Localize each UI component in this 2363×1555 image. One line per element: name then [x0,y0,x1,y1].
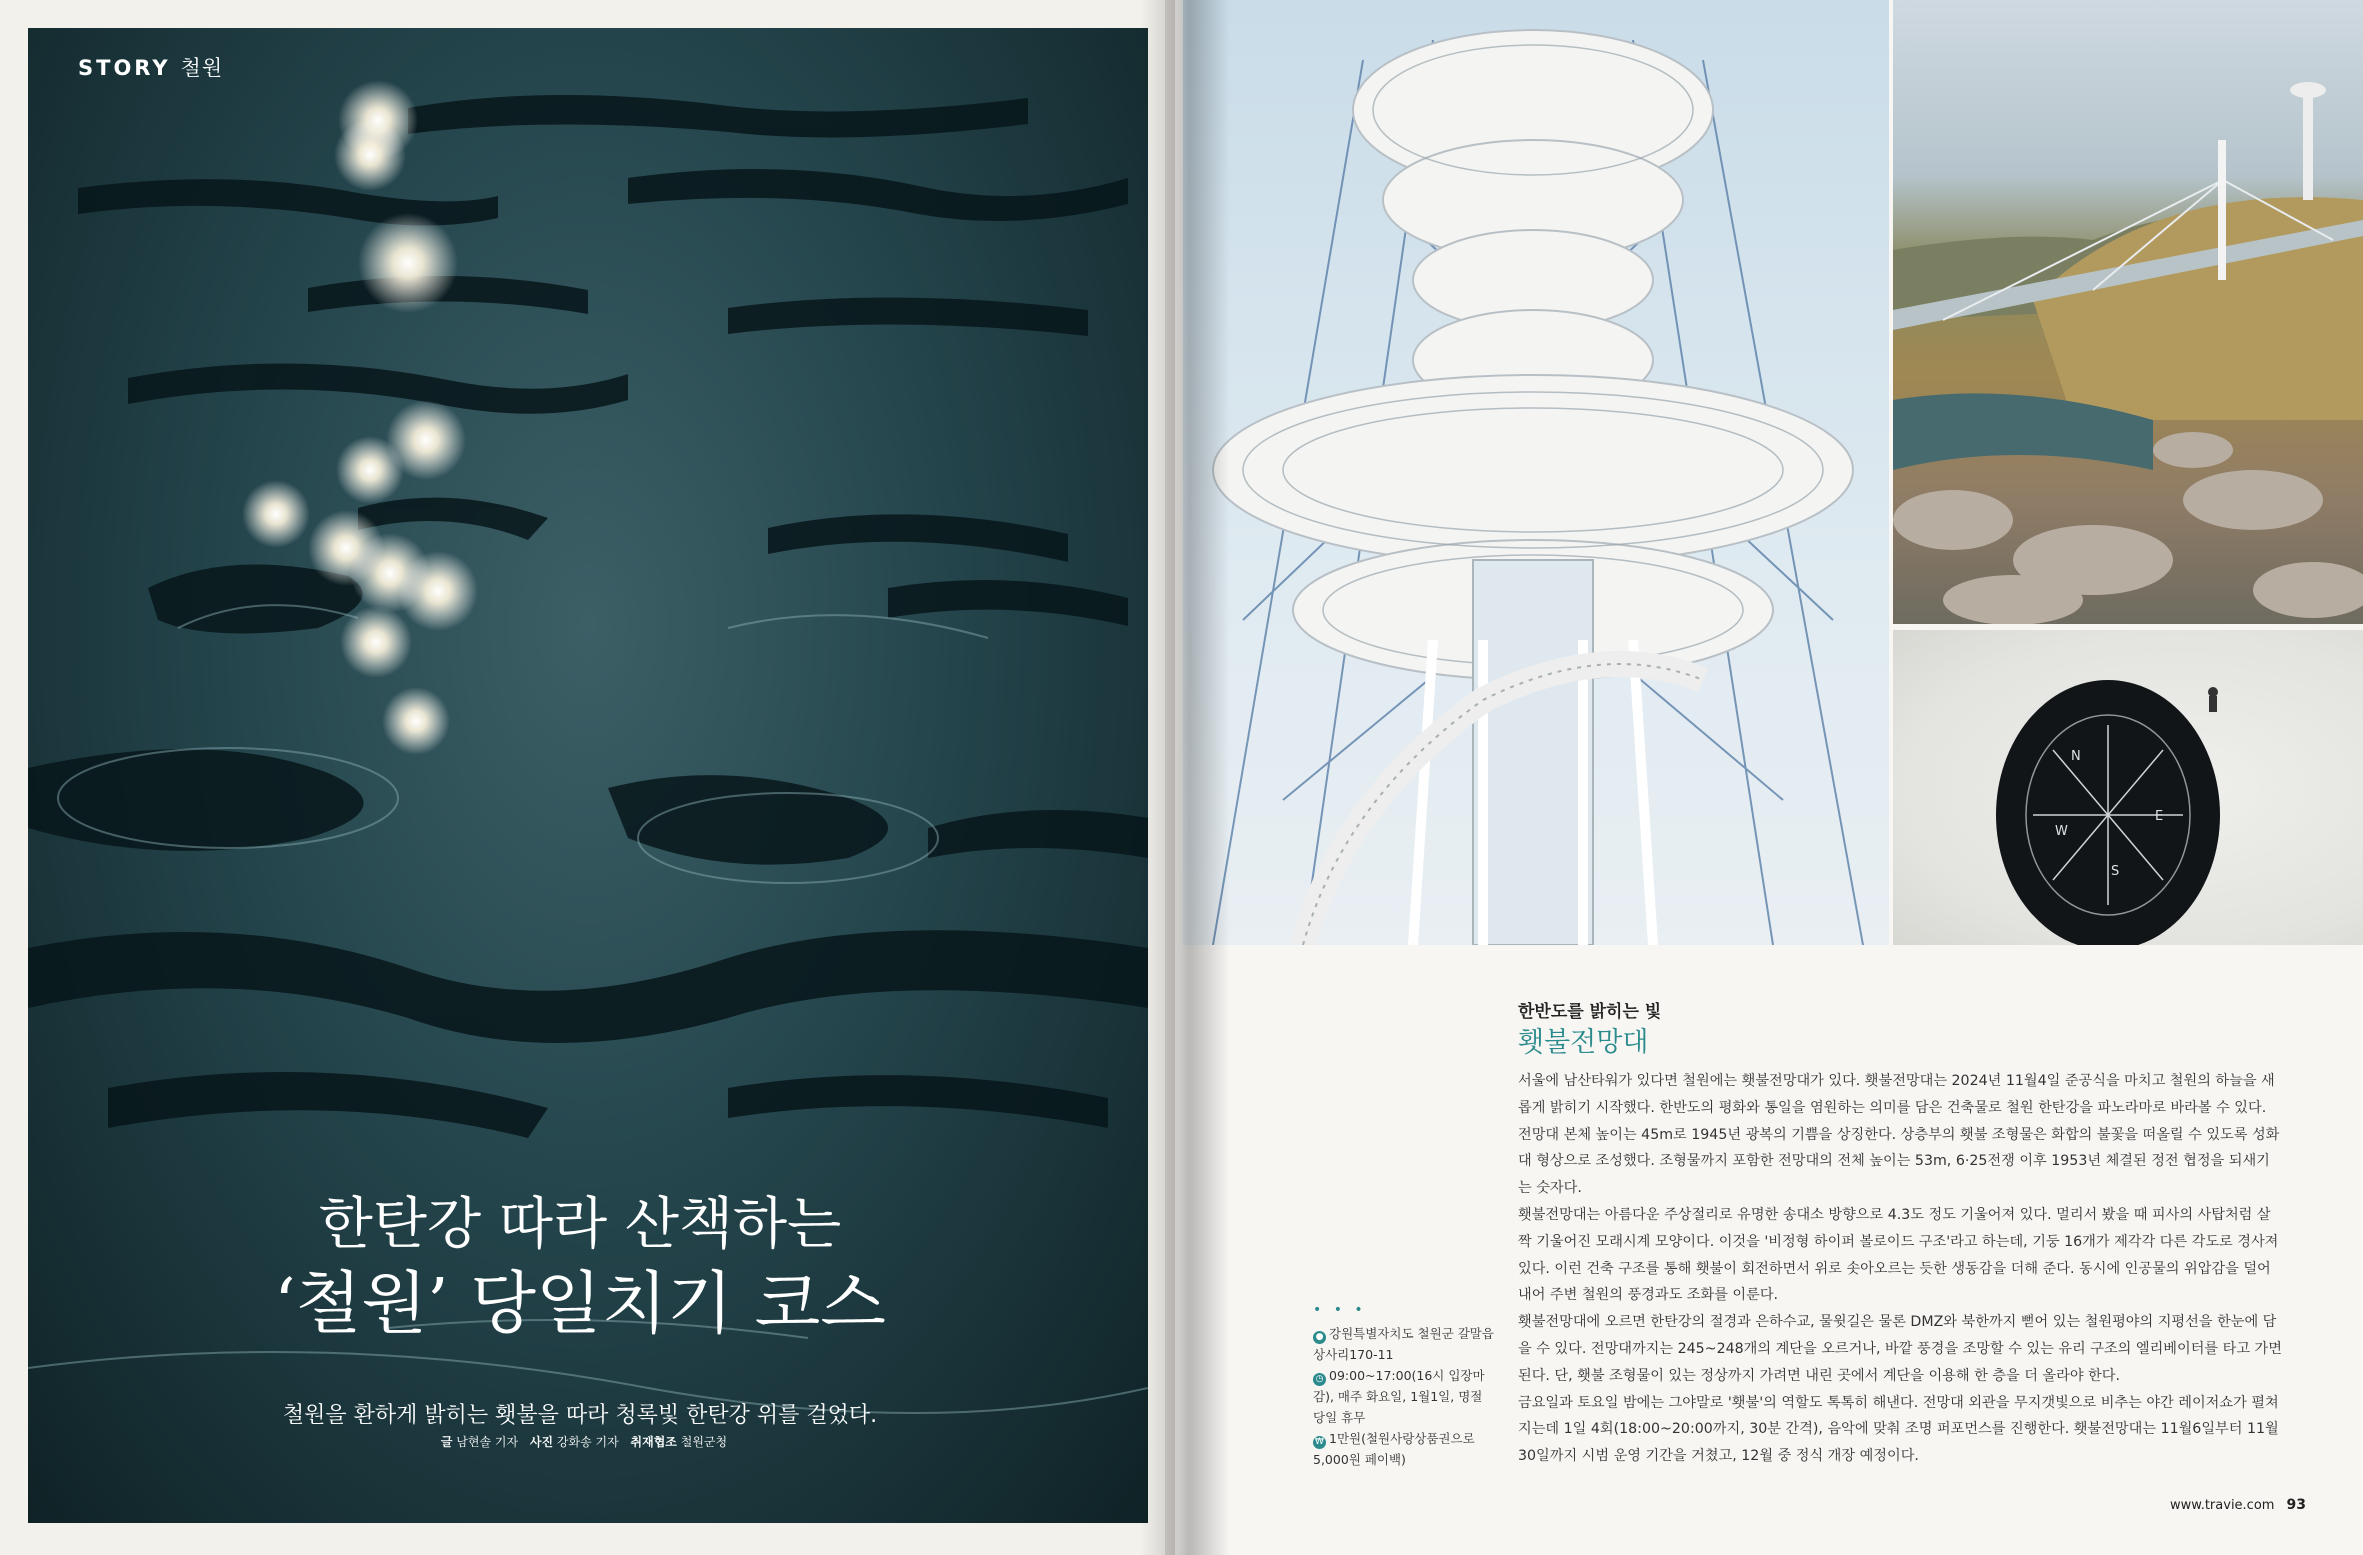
svg-text:E: E [2155,809,2164,824]
address-text: 강원특별자치도 철원군 갈말읍 상사리170-11 [1313,1326,1494,1362]
article-subtitle: 철원을 환하게 밝히는 횃불을 따라 청록빛 한탄강 위를 걸었다. [282,1403,878,1428]
info-fee [1313,1428,1495,1470]
page-number: 93 [2286,1497,2306,1513]
visitor-info-box [1313,1303,1495,1470]
headline-line-2: ‘철원’ 당일치기 코스 [274,1265,886,1344]
section-label: 한반도를 밝히는 빛 [1518,1002,1662,1022]
info-hours [1313,1365,1495,1428]
won-icon: ₩ [1313,1436,1326,1449]
photographer-name: 강화송 기자 [556,1435,619,1449]
body-paragraph: 금요일과 토요일 밤에는 그야말로 '횃불'의 역할도 톡톡히 해낸다. 전망대 외관을 무지갯빛으로 비추는 야간 레이저쇼가 펼쳐지는데 1일 4회(18:00~20:00까지, 30분 간격), 음악에 맞춰 조명 퍼포먼스를 진행한다. 횃불전망대는 11월6일부터 11월30일까지 시범 운영 기간을 거쳤고, 12월 중 정식 개장 예정이다. [1518,1394,2279,1465]
photo-label: 사진 [529,1435,554,1449]
page-gutter-shadow [1140,0,1230,1555]
suspension-bridge-photo [1893,0,2363,624]
section-title: 횃불전망대 [1518,1027,1649,1058]
svg-text:N: N [2071,749,2081,764]
body-paragraph: 횃불전망대에 오르면 한탄강의 절경과 은하수교, 물윗길은 물론 DMZ와 북한까지 뻗어 있는 철원평야의 지평선을 한눈에 담을 수 있다. 전망대까지는 245~248개의 계단을 오르거나, 바깥 풍경을 조망할 수 있는 유리 구조의 엘리베이터를 타고 가면 된다. 단, 횃불 조형물이 있는 정상까지 가려면 내린 곳에서 계단을 이용해 한 층을 더 올라야 한다. [1518,1314,2282,1384]
body-paragraph: 서울에 남산타워가 있다면 철원에는 횃불전망대가 있다. 횃불전망대는 2024년 11월4일 준공식을 마치고 철원의 하늘을 새롭게 밝히기 시작했다. 한반도의 평화와 통일을 염원하는 의미를 담은 건축물로 철원 한탄강을 파노라마로 바라볼 수 있다. 전망대 본체 높이는 45m로 1945년 광복의 기쁨을 상징한다. 상층부의 횃불 조형물은 화합의 불꽃을 떠올릴 수 있도록 성화대 형상으로 조성했다. 조형물까지 포함한 전망대의 전체 높이는 53m, 6·25전쟁 이후 1953년 체결된 정전 협정을 되새기는 숫자다. [1518,1073,2280,1197]
info-dots: • • • [1313,1302,1367,1318]
torch-observatory-photo [1183,0,1889,945]
bridge-landscape-illustration [1893,0,2363,624]
compass-illustration [1893,630,2363,945]
story-region: 철원 [180,56,224,80]
fee-text: 1만원(철원사랑상품권으로 5,000원 페이백) [1313,1431,1475,1467]
svg-text:S: S [2111,864,2120,879]
hours-text: 09:00~17:00(16시 입장마감), 매주 화요일, 1월1일, 명절 당일 휴무 [1313,1368,1485,1425]
magazine-url: www.travie.com [2170,1498,2275,1513]
coop-label: 취재협조 [630,1435,677,1449]
page-folio [2170,1497,2306,1513]
article-credits [180,1433,980,1450]
info-address [1313,1323,1495,1365]
clock-icon: ◷ [1313,1373,1326,1386]
headline-line-1: 한탄강 따라 산책하는 [318,1192,842,1257]
location-pin-icon: ● [1313,1331,1326,1344]
torch-tower-illustration [1183,0,1889,945]
article-body [1518,1068,2283,1470]
story-label: STORY [78,56,171,80]
story-section-tag [78,52,223,82]
coop-name: 철원군청 [680,1435,728,1449]
compass-floor-photo [1893,630,2363,945]
svg-text:W: W [2055,824,2068,839]
writer-label: 글 [440,1435,453,1449]
body-paragraph: 횃불전망대는 아름다운 주상절리로 유명한 송대소 방향으로 4.3도 정도 기울어져 있다. 멀리서 봤을 때 피사의 사탑처럼 살짝 기울어진 모래시계 모양이다. 이것을 '비정형 하이퍼 볼로이드 구조'라고 하는데, 기둥 16개가 제각각 다른 각도로 경사져 있다. 이런 건축 구조를 통해 횃불이 회전하면서 위로 솟아오르는 듯한 생동감을 더해 준다. 동시에 인공물의 위압감을 덜어내어 주변 철원의 풍경과도 조화를 이룬다. [1518,1206,2279,1304]
writer-name: 남현솔 기자 [456,1435,519,1449]
